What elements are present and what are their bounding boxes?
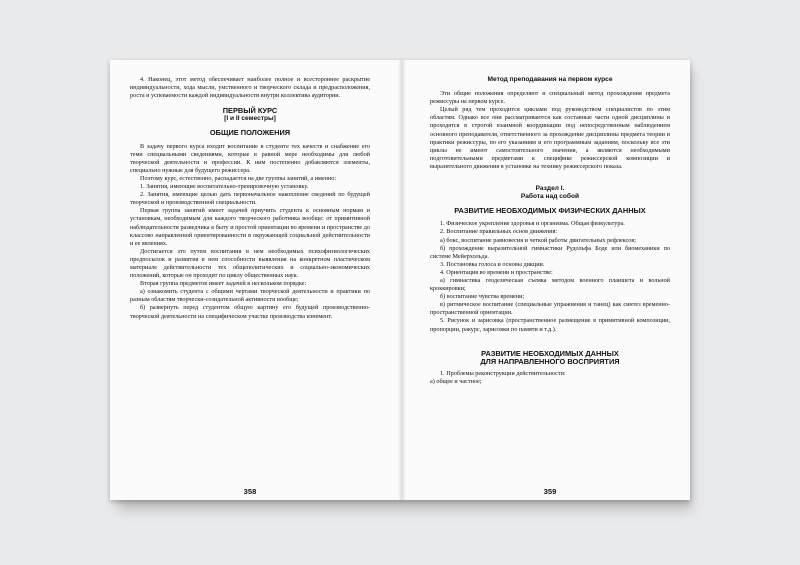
list-item: б) развернуть перед студентом общую картину его будущей производственно-творческой деятельности на специфическом участке производства изнемент. xyxy=(130,304,370,320)
book-gutter xyxy=(398,60,406,500)
right-page xyxy=(430,76,670,496)
list-item: 1. Физическое укрепление здоровья и организма. Общая физкультура. xyxy=(440,220,625,228)
list-item: 3. Постановка голоса и основы дикции. xyxy=(440,260,545,268)
heading-general-provisions: ОБЩИЕ ПОЛОЖЕНИЯ xyxy=(209,128,291,138)
list-item: 1. Проблемы реконструкции действительности: xyxy=(440,369,566,377)
list-item: а) общее и частное; xyxy=(430,377,482,385)
body-paragraph: Первая группа занятий имеет задачей приучить студента к основным нормам и установкам, необходимым для каждого творческого работника вообще: от примитивной наблюдательности разведчика в быту и простой ориентации во времени и пространстве до классово направленной ориентированности в окружающей социальной действительности и ее явлениях. xyxy=(130,207,370,247)
heading-perception-2: ДЛЯ НАПРАВЛЕННОГО ВОСПРИЯТИЯ xyxy=(480,356,620,366)
list-item: 5. Рисунок и зарисовка (пространственное размещение в примитивной композиции, пропорции, ракурс, зарисовки по памяти и т.д.). xyxy=(430,317,670,333)
body-paragraph: Целый ряд тем проходится циклами под руководством специалистов по этим областям. Однако все они рассматриваются как составные части одной дисциплины и проходятся в строгой взаимной координации под непосредственным наблюдением основного преподавателя, ответственного за прохождение дисциплины предмета теории и практики режиссуры, по его указаниям и его программным заданиям, поскольку все эти циклы не имеют самостоятельного значения, а являются необходимыми подготовительными предметами к специфике режиссерской композиции и выразительного движения в установке на технику режиссерского показа. xyxy=(430,106,670,170)
intro-paragraph: 4. Наконец, этот метод обеспечивает наиболее полное и всестороннее раскрытие индивидуальности, хода мысли, умственного и творческого склада и предрасположения, роста и успеваемости каждой индивидуальности внутри коллектива аудитории. xyxy=(130,76,370,100)
list-item: а) гимнастика геодезическая съемка методом военного планшета и вольной кроккировки; xyxy=(430,276,670,293)
list-item: б) воспитание чувства времени; xyxy=(440,293,525,301)
page-number-right: 359 xyxy=(543,486,557,496)
heading-section: Раздел I. xyxy=(535,185,565,193)
list-item: 2. Воспитание правильных основ движения: xyxy=(440,228,558,236)
body-paragraph: Вторая группа предметов имеет задачей в нескольком порядке: xyxy=(140,280,307,288)
heading-physical-data: РАЗВИТИЕ НЕОБХОДИМЫХ ФИЗИЧЕСКИХ ДАННЫХ xyxy=(454,206,646,216)
list-item: а) ознакомить студента с общими чертами творческой деятельности и практики по разным областям творчески-созидательной активности вообще; xyxy=(130,288,370,304)
heading-teaching-method: Метод преподавания на первом курсе xyxy=(487,76,613,83)
list-item: а) бокс, воспитание равновесия и четкой работы двигательных рефлексов; xyxy=(440,236,637,244)
list-item: б) прохождение выразительной гимнастики Рудольфа Боде или биомеханики по системе Мейерхольда. xyxy=(430,244,670,260)
body-paragraph: Поэтому курс, естественно, распадается на две группы занятий, а именно: xyxy=(140,174,337,182)
list-item: 2. Занятия, имеющие целью дать первоначальное накопление сведений по будущей творческой и производственной специальности. xyxy=(130,191,370,207)
book-spread xyxy=(110,60,690,500)
heading-work-on-self: Работа над собой xyxy=(520,193,580,201)
list-item: 1. Занятия, имеющие воспитательно-тренировочную установку. xyxy=(140,183,309,191)
body-paragraph: Достигается это путем воспитания в нем необходимых психофизиологических предпосылок и развития в нем способности выявления на конкретном пластическом материале действительности тех общеполитических и социально-экономических положений, которые он проходит по циклу общественных наук. xyxy=(130,247,370,280)
list-item: 4. Ориентация во времени и пространстве: xyxy=(440,268,553,276)
heading-perception-1: РАЗВИТИЕ НЕОБХОДИМЫХ ДАННЫХ xyxy=(481,348,619,358)
body-paragraph: В задачу первого курса входит воспитание в студенте тех качеств и снабжение его теми специальными сведениями, которые в равной мере необходимы для любой творческой деятельности и профессии. К ним постепенно добавляются элементы, специально нужные для будущего режиссера. xyxy=(130,142,370,174)
body-paragraph: Эти общие положения определяют и специальный метод прохождения предмета режиссуры на первом курсе. xyxy=(430,90,670,106)
heading-semesters: [I и II семестры] xyxy=(224,115,276,123)
left-page xyxy=(130,76,370,496)
page-number-left: 358 xyxy=(243,486,257,496)
list-item: в) ритмическое воспитание (специальные упражнения и танец) как синтез временно-пространственной ориентации. xyxy=(430,301,670,317)
heading-first-course: ПЕРВЫЙ КУРС xyxy=(222,106,278,116)
